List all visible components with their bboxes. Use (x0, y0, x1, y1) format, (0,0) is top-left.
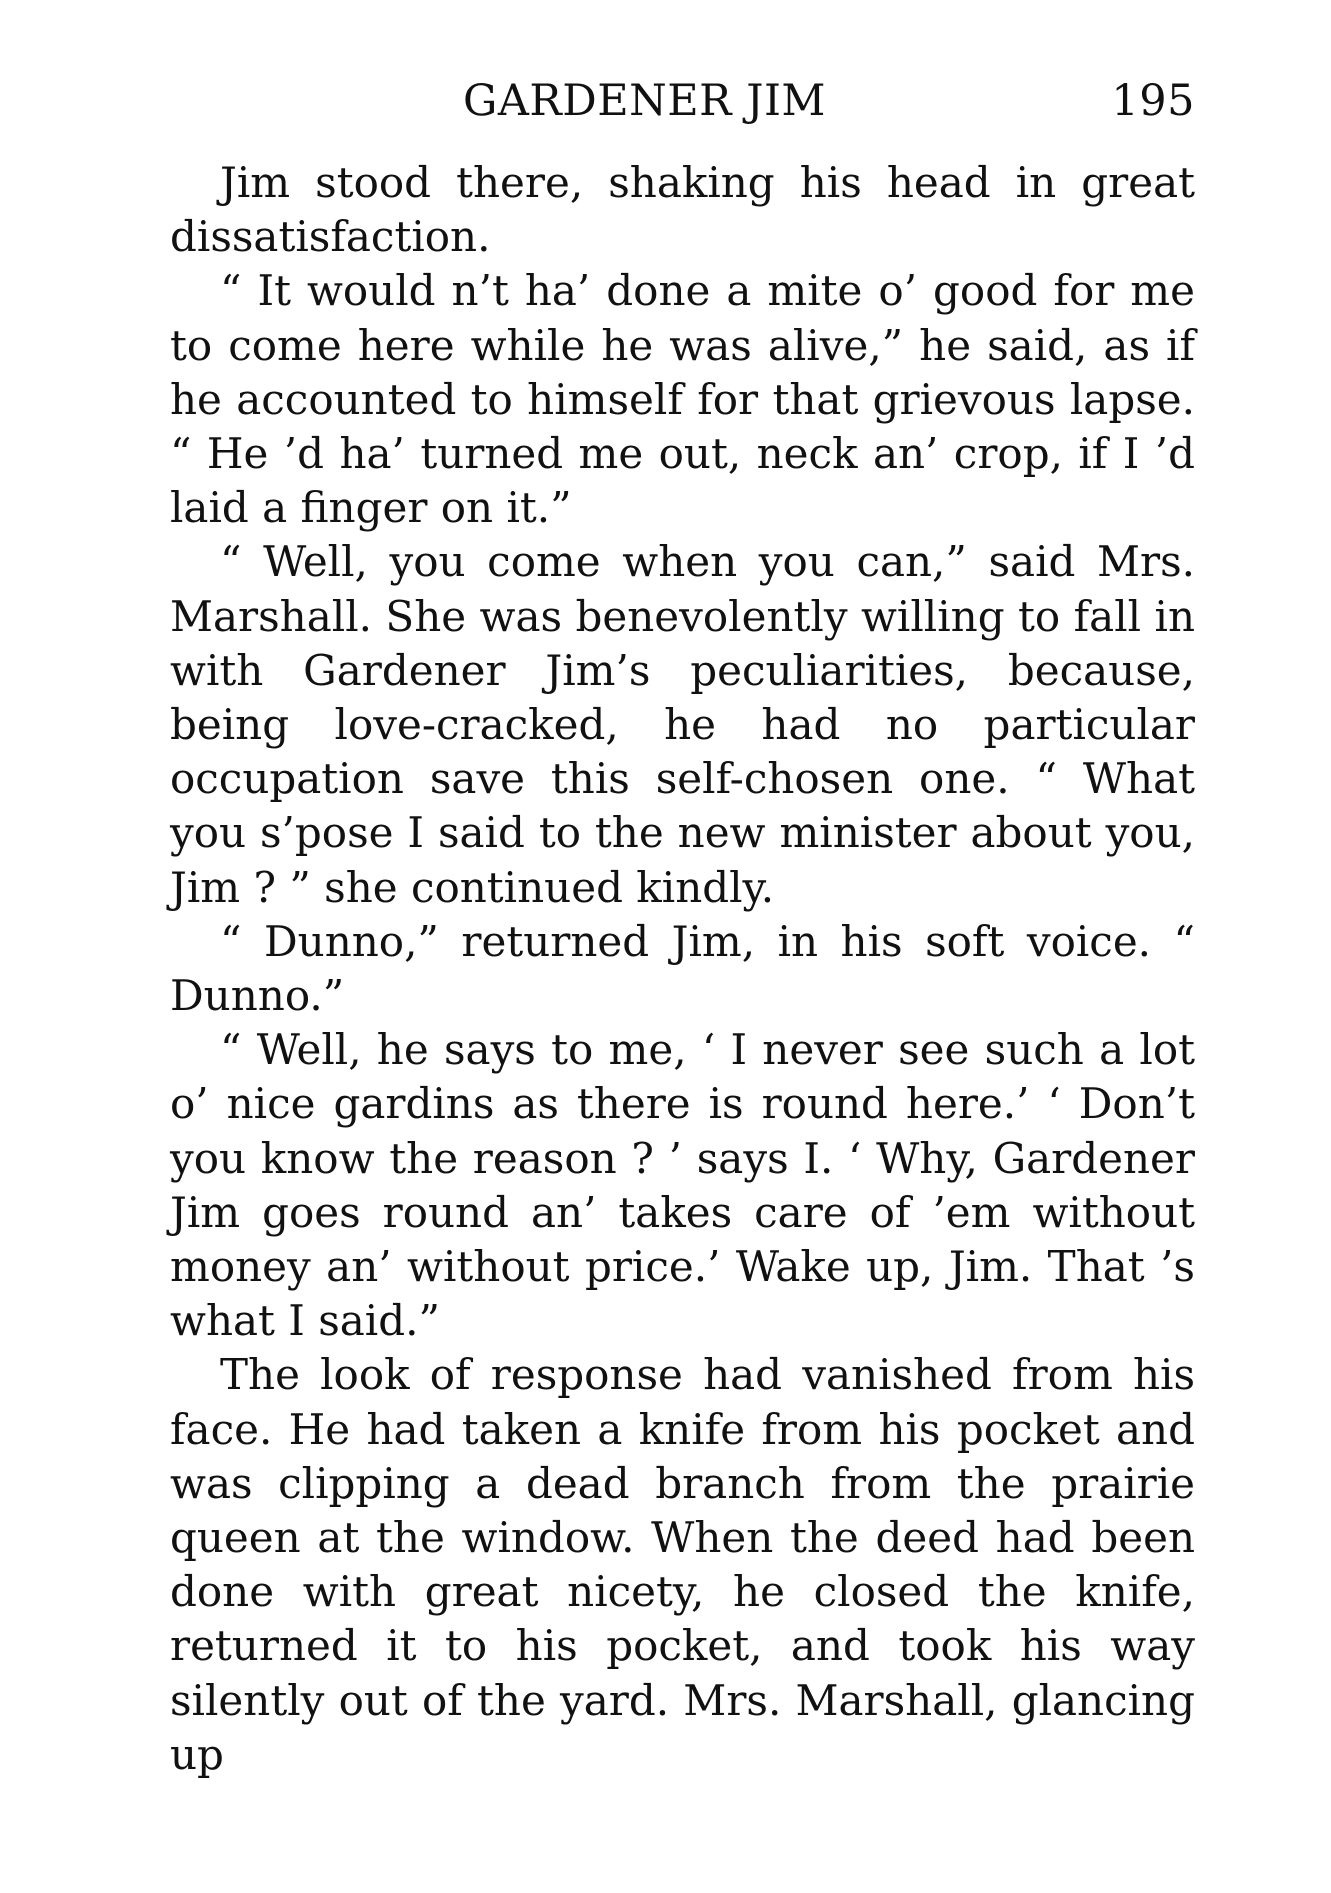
page-number: 195 (1111, 76, 1195, 126)
page-body (170, 156, 1195, 1782)
paragraph: “ Well, he says to me, ‘ I never see such a lot o’ nice gardins as there is round here.’ ‘ Don’t you know the reason ? ’ says I. ‘ Why, Gardener Jim goes round an’ takes care of ’em without money an’ without price.’ Wake up, Jim. That ’s what I said.” (170, 1025, 1195, 1346)
paragraph: “ Dunno,” returned Jim, in his soft voice. “ Dunno.” (170, 916, 1195, 1021)
running-title: GARDENER JIM (463, 76, 826, 126)
page-header (170, 66, 1195, 136)
paragraph: “ It would n’t ha’ done a mite o’ good for me to come here while he was alive,” he said, as if he accounted to himself for that grievous lapse. “ He ’d ha’ turned me out, neck an’ crop, if I ’d laid a finger on it.” (170, 266, 1195, 533)
paragraph: The look of response had vanished from his face. He had taken a knife from his pocket and was clipping a dead branch from the prairie queen at the window. When the deed had been done with great nicety, he closed the knife, returned it to his pocket, and took his way silently out of the yard. Mrs. Marshall, glancing up (170, 1350, 1195, 1779)
paragraph: Jim stood there, shaking his head in great dissatisfaction. (170, 158, 1195, 262)
paragraph: “ Well, you come when you can,” said Mrs. Marshall. She was benevolently willing to fall in with Gardener Jim’s peculiarities, because, being love-cracked, he had no particular occupation save this self-chosen one. “ What you s’pose I said to the new minister about you, Jim ? ” she continued kindly. (170, 537, 1195, 912)
